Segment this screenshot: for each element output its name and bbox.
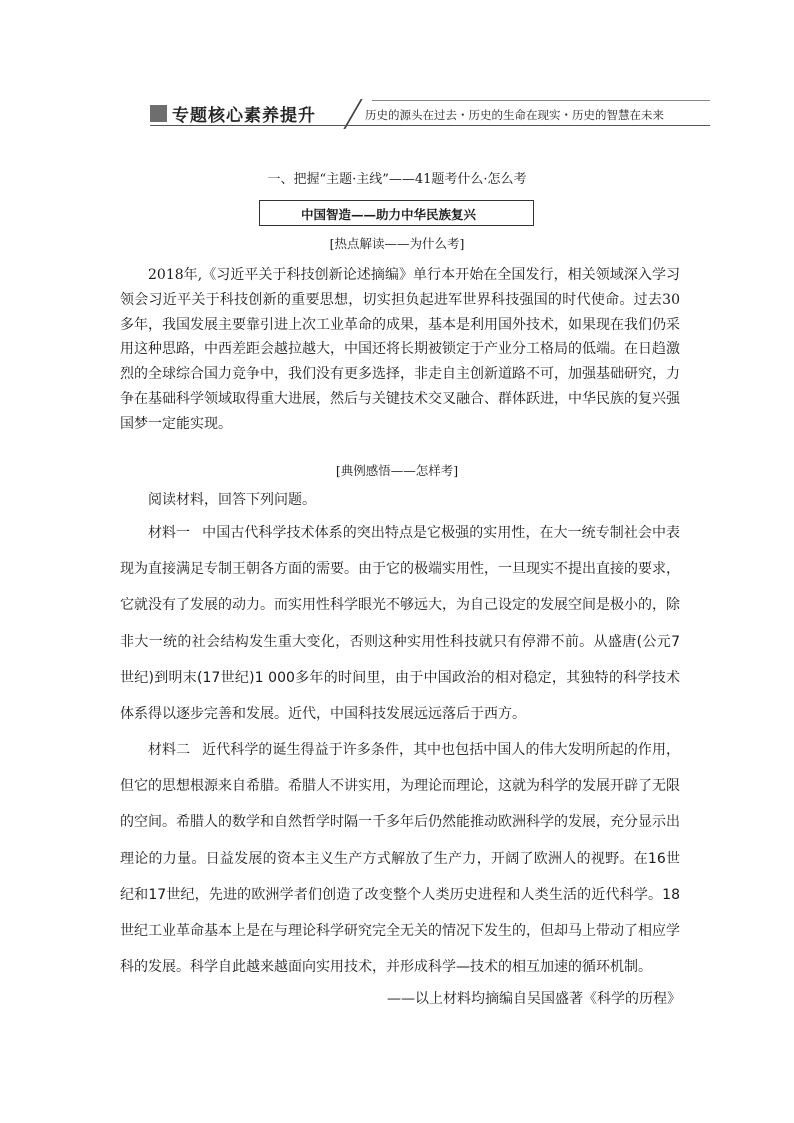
section-title: 一、把握“主题·主线”——41题考什么·怎么考 xyxy=(267,172,527,187)
material1-paragraph xyxy=(120,515,680,732)
material2-paragraph xyxy=(120,732,680,985)
topic-box xyxy=(259,200,534,226)
header-motto: 历史的源头在过去・历史的生命在现实・历史的智慧在未来 xyxy=(365,108,664,122)
intro-paragraph: 2018年,《习近平关于科技创新论述摘编》单行本开始在全国发行，相关领域深入学习领会习近平关于科技创新的重要思想，切实担负起进军世界科技强国的时代使命。过去30多年，我国发展主要靠引进上次工业革命的成果，基本是利用国外技术，如果现在我们仍采用这种思路，中西差距会越拉越大，中国还将长期被锁定于产业分工格局的低端。在日趋激烈的全球综合国力竞争中，我们没有更多选择，非走自主创新道路不可，加强基础研究，力争在基础科学领域取得重大进展，然后与关键技术交叉融合、群体跃进，中华民族的复兴强国梦一定能实现。 xyxy=(120,267,680,432)
instruction-text: 阅读材料，回答下列问题。 xyxy=(148,492,316,508)
header-top-rule xyxy=(372,100,710,101)
example-label: [典例感悟——怎样考] xyxy=(335,463,459,478)
hot-label: [热点解读——为什么考] xyxy=(329,236,465,251)
header-square-icon xyxy=(150,105,167,122)
material2-label: 材料二 xyxy=(148,742,191,758)
material1-label: 材料一 xyxy=(148,525,191,541)
topic-text: 中国智造——助力中华民族复兴 xyxy=(301,207,477,222)
header-title: 专题核心素养提升 xyxy=(172,106,316,126)
page-header xyxy=(150,99,710,131)
material1-text: 中国古代科学技术体系的突出特点是它极强的实用性，在大一统专制社会中表现为直接满足专制王朝各方面的需要。由于它的极端实用性，一旦现实不提出直接的要求，它就没有了发展的动力。而实用性科学眼光不够远大，为自己设定的发展空间是极小的，除非大一统的社会结构发生重大变化，否则这种实用性科技就只有停滞不前。从盛唐(公元7世纪)到明末(17世纪)1 000多年的时间里，由于中国政治的相对稳定，其独特的科学技术体系得以逐步完善和发展。近代，中国科技发展远远落后于西方。 xyxy=(120,525,681,723)
source-citation: ——以上材料均摘编自吴国盛著《科学的历程》 xyxy=(387,991,681,1007)
header-rule xyxy=(150,125,710,126)
material2-text: 近代科学的诞生得益于许多条件，其中也包括中国人的伟大发明所起的作用，但它的思想根源来自希腊。希腊人不讲实用，为理论而理论，这就为科学的发展开辟了无限的空间。希腊人的数学和自然哲学时隔一千多年后仍然能推动欧洲科学的发展，充分显示出理论的力量。日益发展的资本主义生产方式解放了生产力，开阔了欧洲人的视野。在16世纪和17世纪，先进的欧洲学者们创造了改变整个人类历史进程和人类生活的近代科学。18世纪工业革命基本上是在与理论科学研究完全无关的情况下发生的，但却马上带动了相应学科的发展。科学自此越来越面向实用技术，并形成科学—技术的相互加速的循环机制。 xyxy=(120,742,681,976)
